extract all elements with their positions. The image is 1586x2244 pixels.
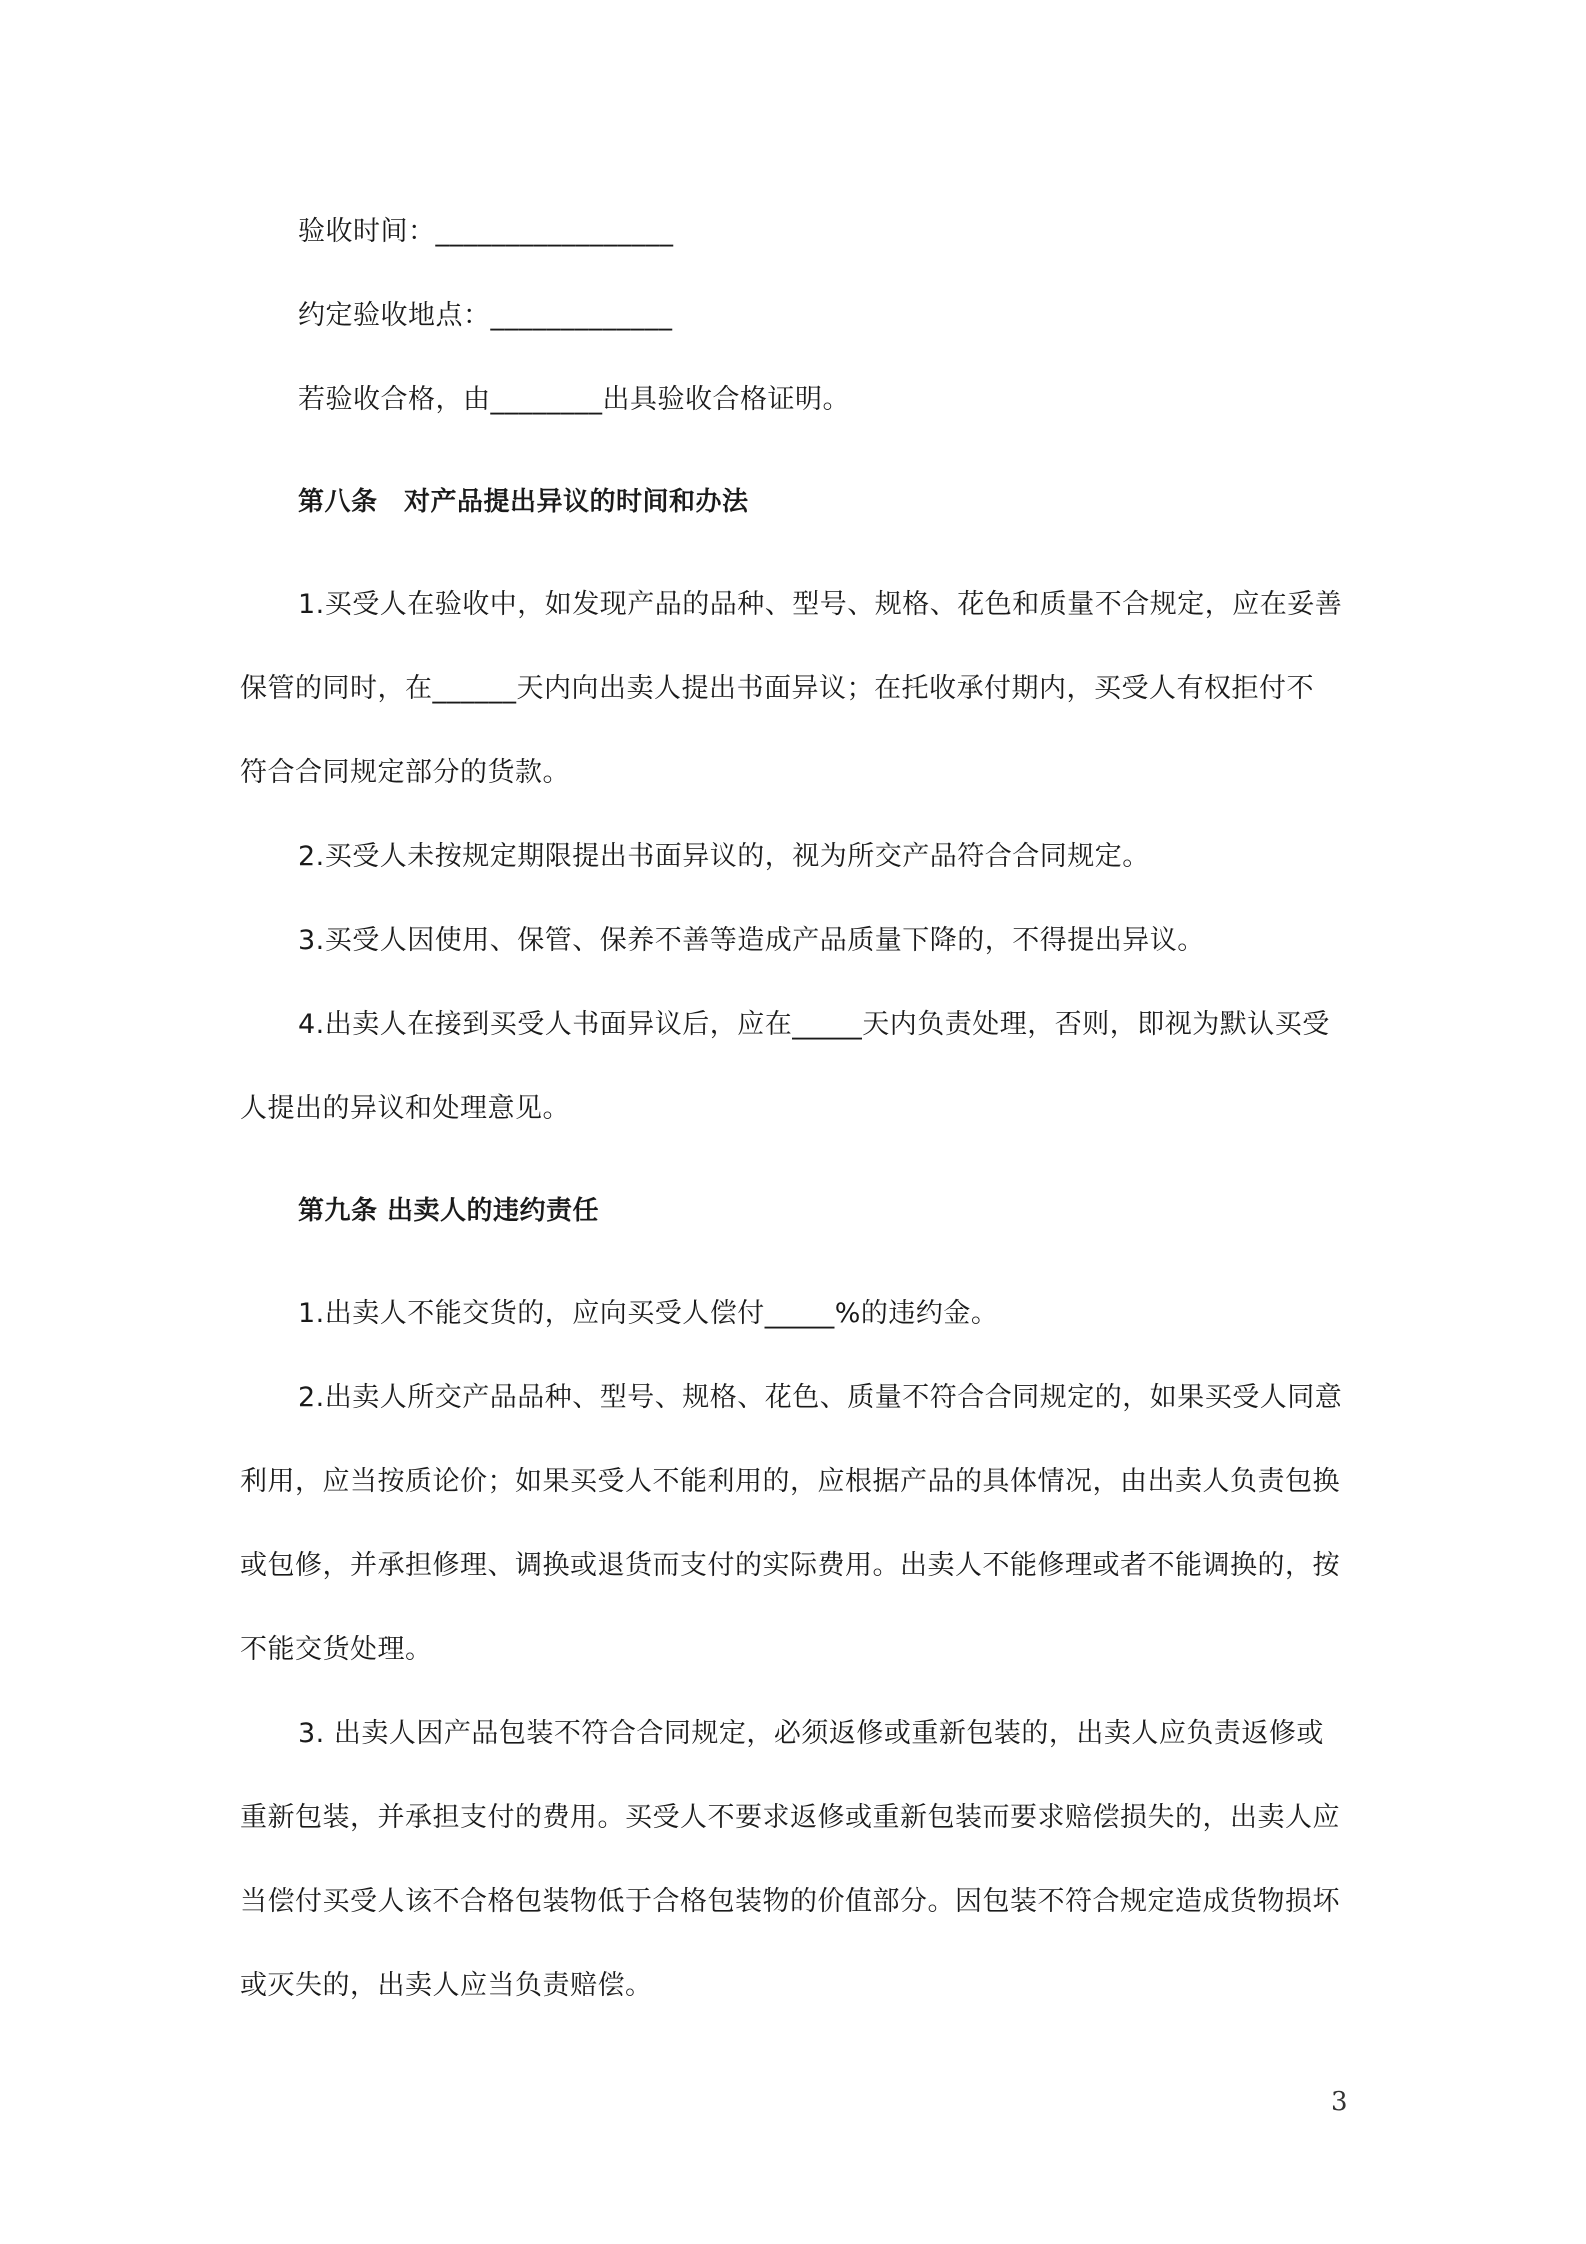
article-9-clause-2-line-1: 2.出卖人所交产品品种、型号、规格、花色、质量不符合合同规定的，如果买受人同意 [298, 1382, 1343, 1413]
article-9-clause-1: 1.出卖人不能交货的，应向买受人偿付_____%的违约金。 [298, 1298, 999, 1329]
article-8-clause-1-line-2: 保管的同时，在______天内向出卖人提出书面异议；在托收承付期内，买受人有权拒付不 [240, 673, 1314, 704]
article-9-clause-3-line-4: 或灭失的，出卖人应当负责赔偿。 [240, 1970, 653, 2001]
article-9-clause-2-line-2: 利用，应当按质论价；如果买受人不能利用的，应根据产品的具体情况，由出卖人负责包换 [240, 1466, 1340, 1497]
article-8-clause-4-line-1: 4.出卖人在接到买受人书面异议后，应在_____天内负责处理，否则，即视为默认买受 [298, 1009, 1330, 1040]
article-9-clause-2-line-3: 或包修，并承担修理、调换或退货而支付的实际费用。出卖人不能修理或者不能调换的，按 [240, 1550, 1340, 1581]
article-9-clause-2-line-4: 不能交货处理。 [240, 1634, 433, 1665]
article-8-clause-1-line-1: 1.买受人在验收中，如发现产品的品种、型号、规格、花色和质量不合规定，应在妥善 [298, 589, 1343, 620]
article-9-heading: 第九条 出卖人的违约责任 [298, 1196, 600, 1226]
page-number: 3 [1331, 2087, 1348, 2117]
article-8-clause-4-line-2: 人提出的异议和处理意见。 [240, 1093, 570, 1124]
article-8-heading: 第八条 对产品提出异议的时间和办法 [298, 487, 749, 517]
acceptance-place-line: 约定验收地点：_____________ [298, 300, 673, 331]
article-8-clause-3: 3.买受人因使用、保管、保养不善等造成产品质量下降的，不得提出异议。 [298, 925, 1205, 956]
acceptance-time-line: 验收时间：_________________ [298, 216, 674, 247]
article-8-clause-1-line-3: 符合合同规定部分的货款。 [240, 757, 570, 788]
article-8-clause-2: 2.买受人未按规定期限提出书面异议的，视为所交产品符合合同规定。 [298, 841, 1150, 872]
acceptance-certificate-line: 若验收合格，由________出具验收合格证明。 [298, 384, 850, 415]
article-9-clause-3-line-3: 当偿付买受人该不合格包装物低于合格包装物的价值部分。因包装不符合规定造成货物损坏 [240, 1886, 1340, 1917]
article-9-clause-3-line-2: 重新包装，并承担支付的费用。买受人不要求返修或重新包装而要求赔偿损失的，出卖人应 [240, 1802, 1340, 1833]
article-9-clause-3-line-1: 3. 出卖人因产品包装不符合合同规定，必须返修或重新包装的，出卖人应负责返修或 [298, 1718, 1324, 1749]
